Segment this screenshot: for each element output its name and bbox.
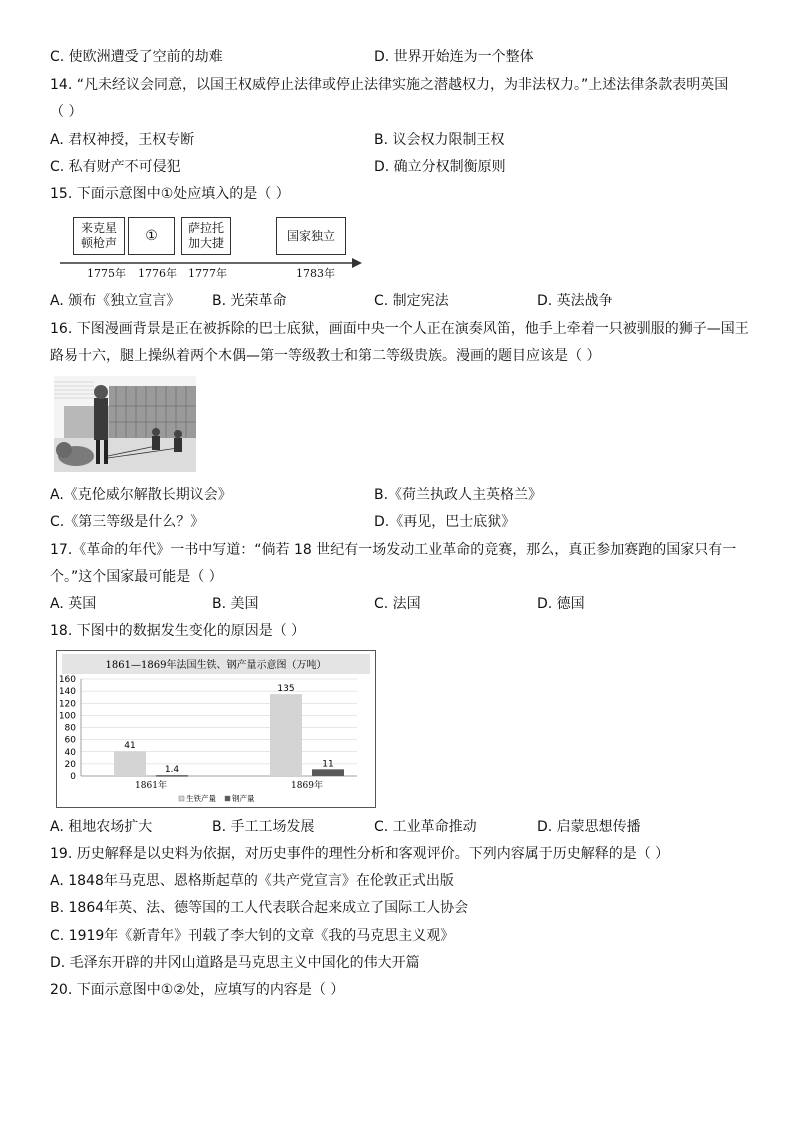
q14-option-d: D. 确立分权制衡原则 [374,159,506,175]
q18-option-a: A. 租地农场扩大 [50,819,153,835]
q16-option-a: A.《克伦威尔解散长期议会》 [50,487,232,503]
q19-option-a: A. 1848年马克思、恩格斯起草的《共产党宣言》在伦敦正式出版 [50,873,454,889]
q14-option-a: A. 君权神授，王权专断 [50,132,195,148]
q17-option-c: C. 法国 [374,596,421,612]
q18-option-c: C. 工业革命推动 [374,819,477,835]
y-tick-label: 40 [64,747,76,758]
timeline-year: 1783年 [296,267,335,280]
q17-option-d: D. 德国 [537,596,585,612]
y-tick-label: 120 [58,699,76,710]
q14-option-b: B. 议会权力限制王权 [374,132,505,148]
legend-label: 生铁产量 [186,794,216,803]
legend-label: 钢产量 [232,794,255,803]
data-label: 41 [124,741,136,752]
bar-生铁产量-1861年 [114,751,146,776]
chart-title: 1861—1869年法国生铁、钢产量示意图（万吨） [105,660,327,671]
q16-stem-line2: 路易十六，腿上操纵着两个木偶—第一等级教士和第二等级贵族。漫画的题目应该是（ ） [50,348,601,364]
bastille-cartoon-illustration [54,376,196,472]
timeline-box-blank: ① [128,217,175,255]
y-tick-label: 20 [64,759,76,770]
bar-钢产量-1869年 [312,769,344,776]
data-label: 11 [322,759,334,770]
q15-option-c: C. 制定宪法 [374,293,449,309]
q14-stem-line1: 14. “凡未经议会同意，以国王权威停止法律或停止法律实施之潜越权力，为非法权力。”上述法律条款表明英国 [50,77,729,93]
bar-生铁产量-1869年 [270,694,302,776]
q13-option-c: C. 使欧洲遭受了空前的劫难 [50,49,223,65]
q19-option-b: B. 1864年英、法、德等国的工人代表联合起来成立了国际工人协会 [50,900,469,916]
q17-stem-line1: 17.《革命的年代》一书中写道：“倘若 18 世纪有一场发动工业革命的竞赛，那么，真正参加赛跑的国家只有一 [50,542,737,558]
y-tick-label: 80 [64,723,76,734]
q13-option-d: D. 世界开始连为一个整体 [374,49,534,65]
q19-option-c: C. 1919年《新青年》刊载了李大钊的文章《我的马克思主义观》 [50,928,455,944]
q18-option-b: B. 手工工场发展 [212,819,315,835]
timeline-box-lexington: 来克星 顿枪声 [73,217,125,255]
timeline-year: 1777年 [188,267,227,280]
data-label: 1.4 [164,765,180,776]
q15-stem: 15. 下面示意图中①处应填入的是（ ） [50,186,290,202]
data-label: 135 [277,684,295,695]
q15-option-a: A. 颁布《独立宣言》 [50,293,181,309]
q16-option-c: C.《第三等级是什么？》 [50,514,205,530]
y-tick-label: 60 [64,735,76,746]
y-tick-label: 100 [58,711,76,722]
y-tick-label: 0 [70,772,76,782]
bar-钢产量-1861年 [156,775,188,777]
timeline-box-saratoga: 萨拉托 加大捷 [181,217,231,255]
category-label: 1861年 [135,781,167,791]
q15-option-b: B. 光荣革命 [212,293,287,309]
q19-option-d: D. 毛泽东开辟的井冈山道路是马克思主义中国化的伟大开篇 [50,955,420,971]
category-label: 1869年 [291,781,323,791]
q17-stem-line2: 个。”这个国家最可能是（ ） [50,569,223,585]
legend-swatch [225,796,230,801]
timeline-box-independence: 国家独立 [276,217,346,255]
y-tick-label: 140 [58,687,76,698]
chart-canvas [57,651,375,807]
q19-stem: 19. 历史解释是以史料为依据，对历史事件的理性分析和客观评价。下列内容属于历史解释的是（ ） [50,846,670,862]
q16-option-b: B.《荷兰执政人主英格兰》 [374,487,543,503]
q18-stem: 18. 下图中的数据发生变化的原因是（ ） [50,623,306,639]
y-tick-label: 160 [58,675,76,685]
q17-option-a: A. 英国 [50,596,97,612]
q18-option-d: D. 启蒙思想传播 [537,819,641,835]
q20-stem: 20. 下面示意图中①②处，应填写的内容是（ ） [50,982,345,998]
legend-swatch [179,796,184,801]
q16-stem-line1: 16. 下图漫画背景是正在被拆除的巴士底狱，画面中央一个人正在演奏风笛，他手上牵着一只被驯服的狮子—国王 [50,321,749,337]
q14-stem-line2: （ ） [50,104,83,120]
steel-iron-chart [56,650,376,808]
q14-option-c: C. 私有财产不可侵犯 [50,159,181,175]
timeline-year: 1776年 [138,267,177,280]
q16-option-d: D.《再见，巴士底狱》 [374,514,516,530]
q17-option-b: B. 美国 [212,596,259,612]
q15-option-d: D. 英法战争 [537,293,613,309]
timeline-year: 1775年 [87,267,126,280]
